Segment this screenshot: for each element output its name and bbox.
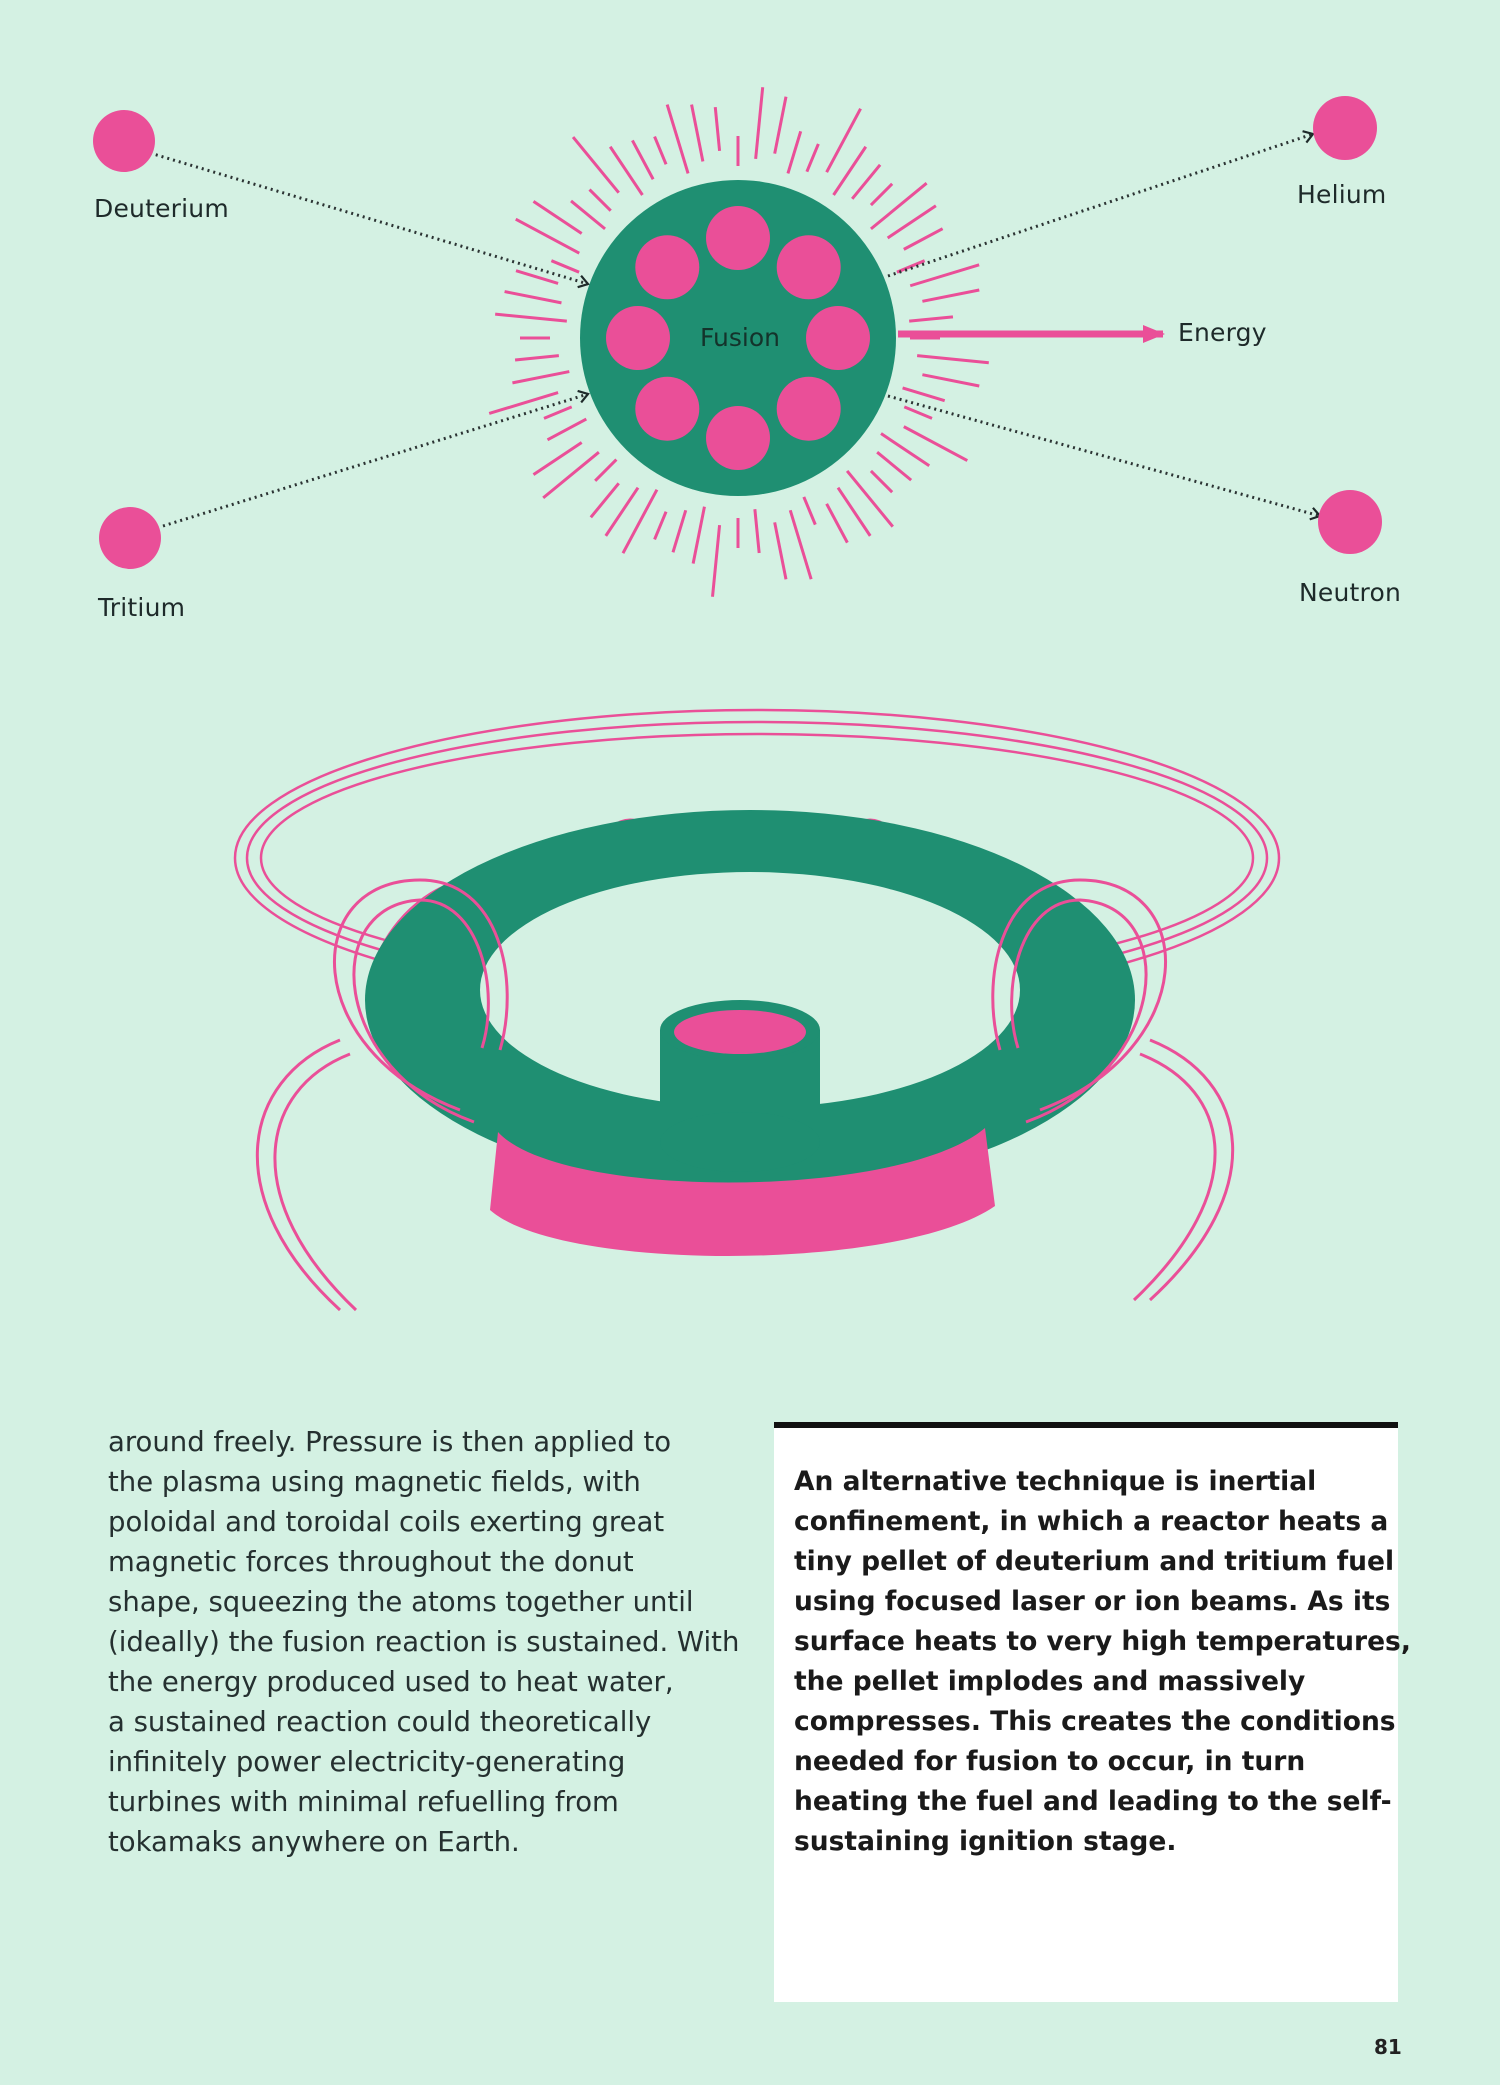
sidebar-line: heating the fuel and leading to the self- (794, 1786, 1392, 1817)
sidebar-line: using focused laser or ion beams. As its (794, 1586, 1391, 1617)
sidebar-line: needed for fusion to occur, in turn (794, 1746, 1306, 1777)
body-line: shape, squeezing the atoms together until (108, 1586, 694, 1618)
sidebar-line: compresses. This creates the conditions (794, 1706, 1396, 1737)
body-line: infinitely power electricity-generating (108, 1746, 626, 1778)
sidebar-line: tiny pellet of deuterium and tritium fuel (794, 1546, 1395, 1577)
outer-coil-left (257, 1040, 340, 1310)
outer-coil-right (1150, 1040, 1233, 1300)
body-paragraph (108, 1422, 748, 1862)
sidebar-line: surface heats to very high temperatures, (794, 1626, 1411, 1657)
sidebar-line: An alternative technique is inertial (794, 1466, 1317, 1497)
energy-label: Energy (1178, 318, 1267, 347)
sidebar-line: sustaining ignition stage. (794, 1826, 1177, 1857)
helium-label: Helium (1297, 180, 1387, 209)
central-solenoid (660, 1000, 820, 1172)
body-line: turbines with minimal refuelling from (108, 1786, 619, 1818)
neutron-label: Neutron (1299, 578, 1401, 607)
body-line: tokamaks anywhere on Earth. (108, 1826, 520, 1858)
body-line: (ideally) the fusion reaction is sustained. With (108, 1626, 740, 1658)
sidebar-line: the pellet implodes and massively (794, 1666, 1306, 1697)
body-line: a sustained reaction could theoretically (108, 1706, 652, 1738)
body-line: poloidal and toroidal coils exerting great (108, 1506, 665, 1538)
page-number: 81 (1374, 2035, 1402, 2059)
body-line: the plasma using magnetic fields, with (108, 1466, 641, 1498)
sidebar-paragraph (794, 1462, 1411, 1862)
body-line: around freely. Pressure is then applied to (108, 1426, 672, 1458)
sidebar-line: confinement, in which a reactor heats a (794, 1506, 1389, 1537)
outer-coil-right (1134, 1054, 1215, 1300)
tritium-label: Tritium (98, 593, 186, 622)
body-line: the energy produced used to heat water, (108, 1666, 674, 1698)
outer-coil-left (275, 1054, 356, 1310)
fusion-label: Fusion (700, 323, 780, 352)
body-line: magnetic forces throughout the donut (108, 1546, 634, 1578)
deuterium-label: Deuterium (94, 194, 229, 223)
sidebar-box (774, 1422, 1411, 2002)
